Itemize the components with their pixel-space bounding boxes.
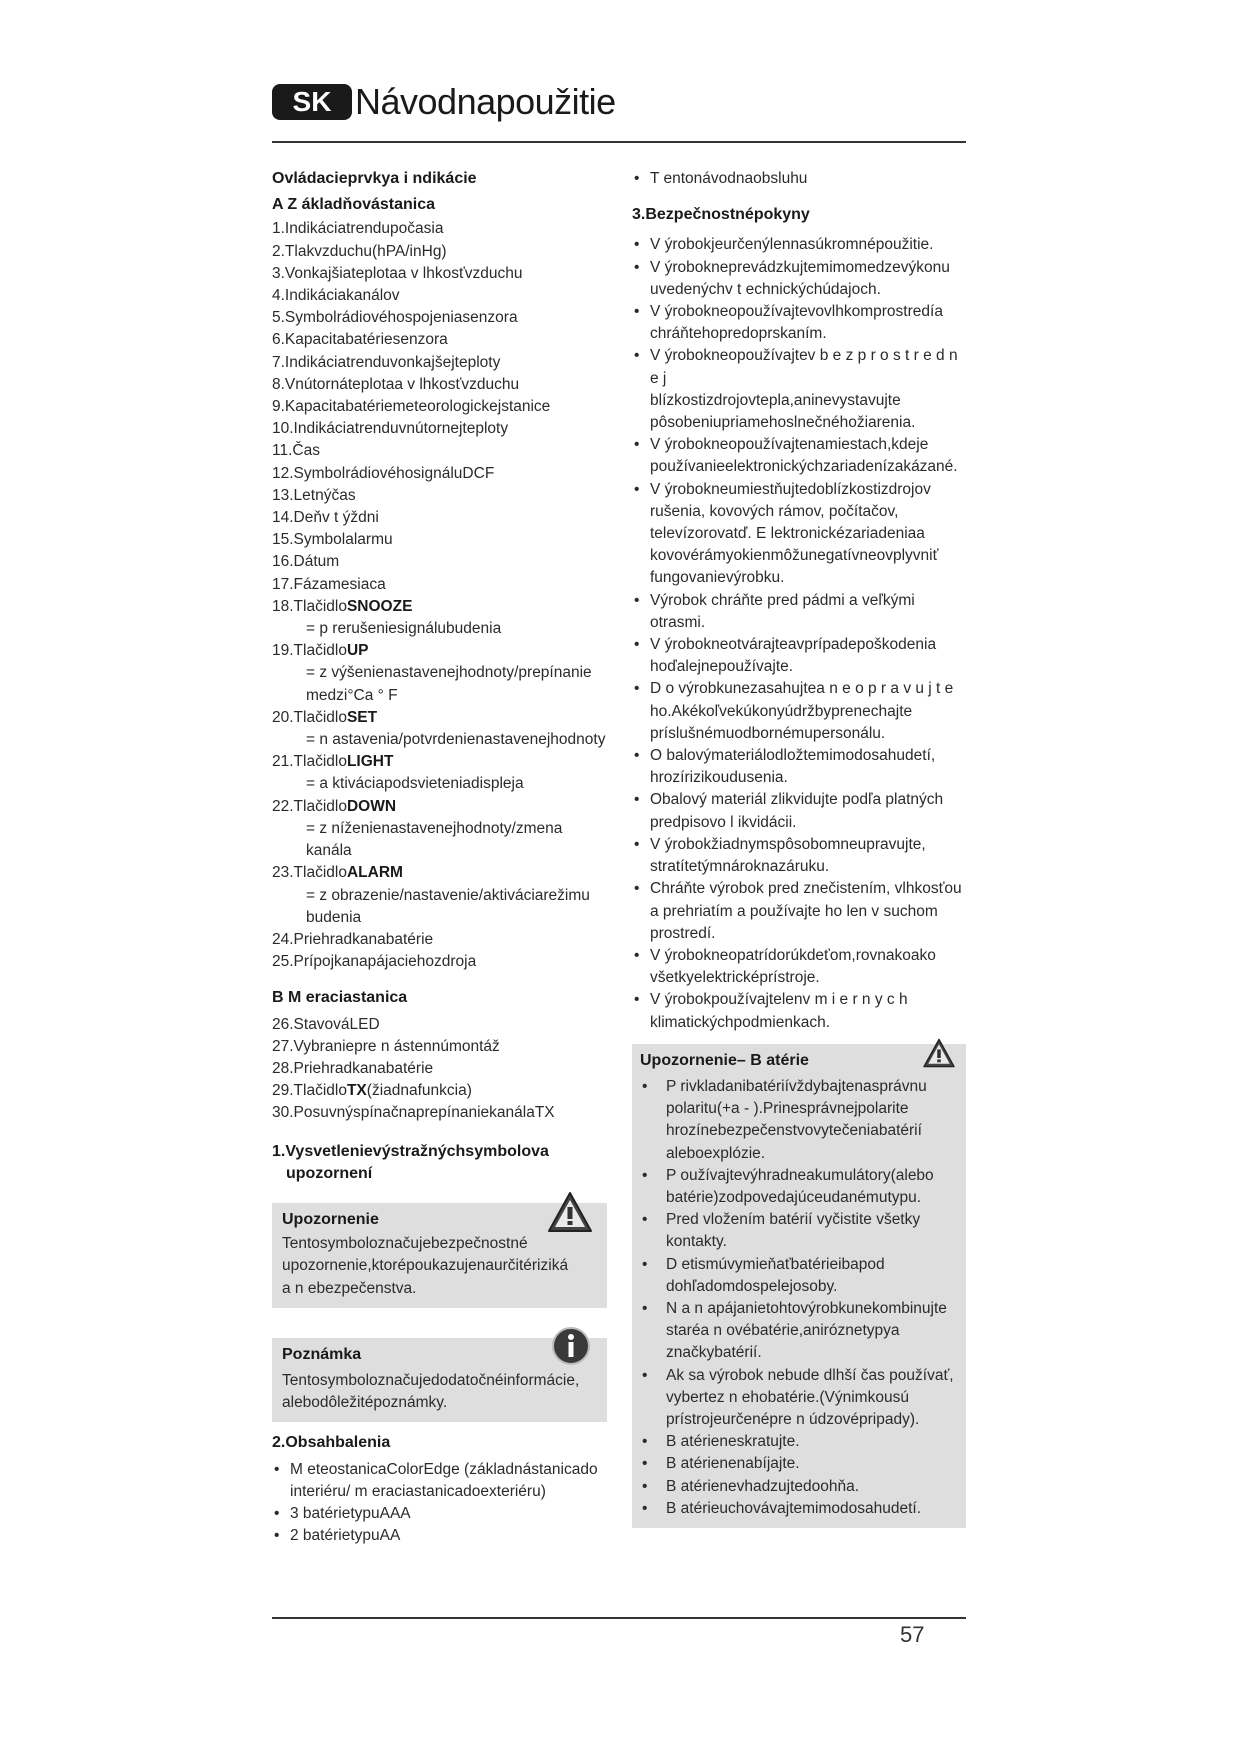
button-item-snooze: 18.TlačidloSNOOZE [272,597,413,615]
list-item: 1.Indikáciatrendupočasia [272,220,444,238]
note-box-title: Poznámka [282,1345,362,1363]
list-item: 13.Letnýčas [272,486,356,504]
list-item: • O balovýmateriálodložtemimodosahudetí, hrozírizikoudusenia. [632,745,966,789]
list-item: 17.Fázamesiaca [272,575,386,593]
left-column [272,168,607,1547]
list-item: 28.Priehradkanabatérie [272,1059,434,1077]
button-desc: = z níženienastavenejhodnoty/zmena [306,819,563,837]
list-item: • B atérieuchovávajtemimodosahudetí. [640,1498,956,1520]
button-desc-cont: kanála [306,842,352,860]
list-item: • V ýrobokneopoužívajtevovlhkomprostredía chráňtehopredoprskaním. [632,301,966,345]
button-desc: = p rerušeniesignálubudenia [306,620,502,638]
controls-heading: Ovládacieprvkya i ndikácie [272,170,477,187]
right-column [632,168,966,1528]
list-item: 7.Indikáciatrenduvonkajšejteploty [272,353,501,371]
section-3-heading: 3.Bezpečnostnépokyny [632,206,810,224]
page-title: Návodnapoužitie [355,81,616,122]
list-item: • B atérienevhadzujtedoohňa. [640,1476,956,1498]
button-item-alarm: 23.TlačidloALARM [272,864,403,882]
button-desc: = n astavenia/potvrdenienastavenejhodnoty [306,731,606,749]
warning-box-line: a n ebezpečenstva. [282,1279,417,1297]
button-desc-cont: budenia [306,908,362,926]
battery-list [640,1076,956,1520]
warning-box-line: Tentosymboloznačujebezpečnostné [282,1235,528,1253]
list-item: • D o výrobkunezasahujtea n e o p r a v u j t e ho.Akékoľvekúkonyúdržbyprenechajte príslušnémuodbornémupersonálu. [632,678,966,745]
button-desc: = z výšenienastavenejhodnoty/prepínanie [306,664,592,682]
page-number: 57 [900,1622,925,1647]
list-item: 15.Symbolalarmu [272,531,393,549]
battery-warning-title: Upozornenie– B atérie [640,1051,809,1069]
safety-list [632,234,966,1033]
list-item: • V ýrobokneprevádzkujtemimomedzevýkonu uvedenýchv t echnickýchúdajoch. [632,257,966,301]
list-item: • B atérieneskratujte. [640,1431,956,1453]
list-item: • V ýrobokneopatrídorúkdeťom,rovnakoako všetkyelektricképrístroje. [632,945,966,989]
list-item: • V ýrobokneumiestňujtedoblízkostizdrojov rušenia, kovových rámov, počítačov, televízorovatď. E lektronickézariadeniaa kovovérámyokienmôžunegatívneovplyvniť fungovanievýrobku. [632,479,966,590]
list-item: • T entonávodnaobsluhu [632,168,966,190]
list-item: • 3 batérietypuAAA [272,1503,607,1525]
list-item: 27.Vybraniepre n ástennúmontáž [272,1037,500,1055]
list-item: • Pred vložením batérií vyčistite všetky kontakty. [640,1209,956,1253]
list-item: • V ýrobokpoužívajtelenv m i e r n y c h klimatickýchpodmienkach. [632,989,966,1033]
list-item: 4.Indikáciakanálov [272,287,400,305]
warning-box-title: Upozornenie [282,1210,379,1228]
list-item: • V ýrobokneotvárajteavprípadepoškodenia hoďalejnepoužívajte. [632,634,966,678]
button-item-set: 20.TlačidloSET [272,708,378,726]
list-item: 5.Symbolrádiovéhospojeniasenzora [272,309,518,327]
note-box [272,1338,607,1423]
section-2-heading: 2.Obsahbalenia [272,1434,391,1452]
list-item: • Ak sa výrobok nebude dlhší čas používať, vybertez n ehobatérie.(Výnimkousú prístrojeurčenépre n údzovépripady). [640,1365,956,1432]
button-item-tx: 29.TlačidloTX(žiadnafunkcia) [272,1082,472,1100]
list-item: • Obalový materiál zlikvidujte podľa platných predpisovo l ikvidácii. [632,789,966,833]
list-item: • M eteostanicaColorEdge (základnástanicado interiéru/ m eraciastanicadoexteriéru) [272,1459,607,1503]
list-item: • V ýrobokneopoužívajtenamiestach,kdeje používanieelektronickýchzariadenízakázané. [632,434,966,478]
list-item: • N a n apájanietohtovýrobkunekombinujte staréa n ovébatérie,aniróznetypya značkybatérií. [640,1298,956,1365]
list-item: 16.Dátum [272,553,340,571]
button-item-light: 21.TlačidloLIGHT [272,753,394,771]
list-item: 9.Kapacitabatériemeteorologickejstanice [272,398,551,416]
footer-divider [272,1617,966,1619]
battery-warning-box [632,1044,966,1528]
list-item: 26.StavováLED [272,1015,380,1033]
list-item: 14.Deňv t ýždni [272,509,379,527]
list-item: • P rivkladanibatériívždybajtenasprávnu polaritu(+a - ).Prinesprávnejpolarite hrozínebezpečenstvovytečeniabatérií aleboexplózie. [640,1076,956,1165]
list-item: • Výrobok chráňte pred pádmi a veľkými otrasmi. [632,590,966,634]
info-icon [551,1326,591,1366]
list-item: 2.Tlakvzduchu(hPA/inHg) [272,242,447,260]
list-item: • D etismúvymieňaťbatérieibapod dohľadomdospelejosoby. [640,1254,956,1298]
list-item: • 2 batérietypuAA [272,1525,607,1547]
list-item: • B atérienenabíjajte. [640,1453,956,1475]
list-item: 25.Prípojkanapájaciehozdroja [272,953,477,971]
list-item: • V ýrobokneopoužívajtev b e z p r o s t r e d n e j blízkostizdrojovtepla,aninevystavujte pôsobeniupriamehoslnečnéhožiarenia. [632,345,966,434]
list-item: 8.Vnútornáteplotaa v lhkosťvzduchu [272,375,520,393]
warning-triangle-icon [922,1038,956,1068]
button-item-up: 19.TlačidloUP [272,642,369,660]
button-desc: = z obrazenie/nastavenie/aktiváciarežimu [306,886,590,904]
section-b-list [272,1014,607,1125]
list-item: • V ýrobokžiadnymspôsobomneupravujte, stratítetýmnároknazáruku. [632,834,966,878]
list-item: 6.Kapacitabatériesenzora [272,331,448,349]
list-item: 24.Priehradkanabatérie [272,930,434,948]
list-item: 10.Indikáciatrenduvnútornejteploty [272,420,509,438]
list-item: 12.SymbolrádiovéhosignáluDCF [272,464,495,482]
section-1-heading: 1.Vysvetlenievýstražnýchsymbolova upozornení [272,1142,549,1182]
note-box-line: Tentosymboloznačujedodatočnéinformácie, [282,1371,580,1389]
list-item: • P oužívajtevýhradneakumulátory(alebo batérie)zodpovedajúceudanémutypu. [640,1165,956,1209]
warning-box-line: upozornenie,ktorépoukazujenaurčitériziká [282,1257,569,1275]
warning-triangle-icon [547,1191,593,1233]
list-item: 11.Čas [272,442,320,460]
section-a-list [272,218,607,973]
language-badge: SK [272,84,352,120]
package-list-cont [632,168,966,190]
button-item-down: 22.TlačidloDOWN [272,797,397,815]
list-item: • V ýrobokjeurčenýlennasúkromnépoužitie. [632,234,966,256]
page-header [272,82,966,146]
package-list [272,1459,607,1548]
note-box-line: alebodôležitépoznámky. [282,1394,448,1412]
section-b-heading: B M eraciastanica [272,989,408,1007]
warning-box [272,1203,607,1308]
list-item: 30.PosuvnýspínačnaprepínaniekanálaTX [272,1104,555,1122]
button-desc: = a ktiváciapodsvieteniadispleja [306,775,524,793]
button-desc-cont: medzi°Ca ° F [306,686,398,704]
section-a-heading: A Z ákladňovástanica [272,196,436,214]
header-divider [272,141,966,143]
list-item: • Chráňte výrobok pred znečistením, vlhkosťou a prehriatím a používajte ho len v suchom prostredí. [632,878,966,945]
list-item: 3.Vonkajšiateplotaa v lhkosťvzduchu [272,264,523,282]
